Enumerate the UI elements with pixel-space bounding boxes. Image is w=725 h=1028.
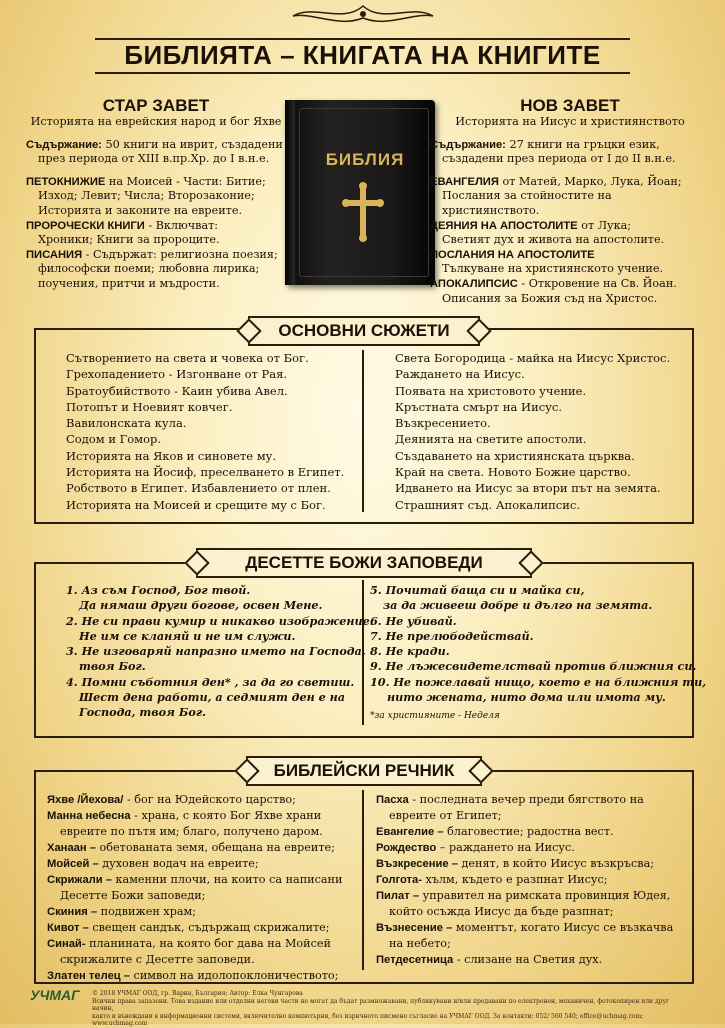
commandment-line: 1. Аз съм Господ, Бог твой. — [66, 583, 251, 597]
commandments-note: *за християните - Неделя — [370, 711, 500, 722]
definition: – раждането на Иисус. — [436, 841, 575, 854]
dictionary-entry — [47, 920, 342, 936]
old-testament-heading: СТАР ЗАВЕТ — [102, 96, 210, 115]
definition: каменни плочи, на които са написани — [112, 873, 343, 886]
term: Петдесетница — [376, 954, 454, 966]
gospels-text: от Матей, Марко, Лука, Йоан; — [498, 174, 682, 188]
list-item: Содом и Гомор. — [66, 432, 162, 447]
list-item: Робството в Египет. Избавлението от плен. — [66, 481, 331, 496]
page-title: БИБЛИЯТА – КНИГАТА НА КНИГИТЕ — [124, 40, 601, 70]
commandments-left — [66, 583, 374, 721]
commandment-line: 10. Не пожелавай нищо, което е на ближния ти, — [370, 674, 707, 689]
prophets-label: ПРОРОЧЕСКИ КНИГИ — [26, 219, 145, 232]
definition: денят, в който Иисус възкръсва; — [457, 857, 655, 870]
new-content-label: Съдържание: — [430, 138, 506, 151]
commandment-line: 8. Не кради. — [370, 644, 450, 659]
old-content-text: 50 книги на иврит, създадени — [101, 137, 283, 151]
acts-label: ДЕЯНИЯ НА АПОСТОЛИТЕ — [430, 219, 578, 232]
dictionary-entry — [47, 824, 342, 840]
old-testament-column — [26, 96, 286, 292]
definition: духовен водач на евреите; — [98, 857, 259, 870]
term: Възнесение – — [376, 922, 453, 934]
dictionary-entry — [47, 872, 342, 888]
commandment-line: 4. Помни съботния ден* , за да го светиш. — [66, 674, 355, 689]
list-item: Раждането на Иисус. — [395, 367, 525, 382]
term: Яхве /Йехова/ — [47, 794, 124, 806]
definition: моментът, когато Иисус се възкачва — [452, 921, 674, 934]
list-item: Историята на Йосиф, преселването в Египет. — [66, 465, 345, 480]
term: Скиния – — [47, 906, 98, 918]
definition: подвижен храм; — [97, 905, 196, 918]
dictionary-entry — [376, 936, 673, 952]
copyright-line: © 2018 УЧМАГ ООД, гр. Варна, България; Автор: Елка Чунгарова — [92, 990, 303, 997]
definition: - храна, с която Бог Яхве храни — [130, 809, 322, 822]
cross-icon — [342, 182, 384, 242]
pentateuch-text-3: Историята и законите на евреите. — [38, 203, 243, 217]
dictionary-entry — [376, 856, 673, 872]
commandment-line: за да живееш добре и дълго на земята. — [383, 598, 653, 613]
definition: хълм, където е разпнат Иисус; — [421, 873, 608, 886]
epistles-text: Тълкуване на християнското учение. — [442, 262, 664, 276]
acts-text: от Лука; — [577, 218, 632, 232]
new-testament-subtitle: Историята на Иисус и християнството — [455, 115, 685, 128]
commandment-line: 5. Почитай баща си и майка си, — [370, 583, 585, 597]
term: Пасха — [376, 794, 409, 806]
dictionary-entry — [47, 936, 342, 952]
prophets-text: - Включват: — [144, 218, 219, 232]
list-item: Край на света. Новото Божие царство. — [395, 465, 631, 480]
dictionary-entry — [376, 792, 673, 808]
footer — [30, 987, 700, 1027]
definition: благовестие; радостна вест. — [443, 825, 614, 838]
definition: обетованата земя, обещана на евреите; — [95, 841, 335, 854]
dictionary-entry — [376, 952, 673, 968]
commandments-heading: ДЕСЕТТЕ БОЖИ ЗАПОВЕДИ — [196, 548, 532, 578]
book-title: БИБЛИЯ — [325, 150, 405, 169]
list-item: Вавилонската кула. — [66, 416, 187, 431]
new-content-text-2: създадени през периода от I до II в.н.е. — [442, 152, 676, 166]
commandments-right — [370, 583, 706, 725]
book-spine — [285, 100, 295, 285]
list-item: Историята на Яков и синовете му. — [66, 448, 277, 463]
list-item: Деянията на светите апостоли. — [395, 432, 587, 447]
list-item: Грехопадението - Изгонване от Рая. — [66, 367, 288, 382]
dictionary-entry — [376, 904, 673, 920]
term: Ханаан – — [47, 842, 96, 854]
commandment-line: 3. Не изговаряй напразно името на Господа, — [66, 644, 366, 659]
term: Рождество — [376, 842, 437, 854]
dictionary-entry — [47, 856, 342, 872]
term: Златен телец – — [47, 970, 130, 982]
new-testament-column — [430, 96, 710, 306]
dictionary-entry — [376, 920, 673, 936]
dictionary-entry — [376, 888, 673, 904]
commandment-line: нито жената, нито дома или имота му. — [387, 690, 666, 705]
old-testament-subtitle: Историята на еврейския народ и бог Яхве — [30, 115, 282, 128]
acts-text-2: Светият дух и живота на апостолите. — [442, 233, 665, 247]
dictionary-left — [47, 792, 342, 984]
definition: управител на римската провинция Юдея, — [419, 889, 671, 902]
prophets-text-2: Хроники; Книги за пророците. — [38, 233, 220, 247]
definition: - слизане на Светия дух. — [453, 953, 603, 966]
publisher-logo: УЧМАГ — [30, 987, 80, 1003]
commandment-line: 6. Не убивай. — [370, 613, 457, 628]
dictionary-heading: БИБЛЕЙСКИ РЕЧНИК — [246, 756, 482, 786]
term: Скрижали – — [47, 874, 112, 886]
gospels-label: ЕВАНГЕЛИЯ — [430, 175, 499, 188]
commandment-line: твоя Бог. — [79, 659, 146, 674]
writings-text-3: поучения, притчи и мъдрости. — [38, 276, 220, 290]
list-item: Братоубийството - Каин убива Авел. — [66, 383, 288, 398]
list-item: Историята на Моисей и срещите му с Бог. — [66, 497, 326, 512]
definition: свещен сандък, съдържащ скрижалите; — [88, 921, 330, 934]
list-item: Потопът и Ноевият ковчег. — [66, 399, 233, 414]
commandment-line: Господа, твоя Бог. — [79, 705, 207, 720]
list-item: Сътворението на света и човека от Бог. — [66, 351, 309, 365]
commandment-line: Да нямаш други богове, освен Мене. — [79, 598, 323, 613]
commandment-line: Не им се кланяй и не им служи. — [79, 628, 296, 643]
dictionary-entry — [376, 824, 673, 840]
dictionary-entry — [47, 952, 342, 968]
dictionary-entry — [47, 904, 342, 920]
dictionary-entry — [376, 840, 673, 856]
list-item: Страшният съд. Апокалипсис. — [395, 497, 580, 512]
list-item: Възкресението. — [395, 416, 491, 431]
title-rule-bottom — [95, 72, 630, 74]
dictionary-entry — [47, 792, 342, 808]
term: Кивот – — [47, 922, 89, 934]
writings-label: ПИСАНИЯ — [26, 248, 83, 261]
commandment-line: 9. Не лъжесвидетелствай против ближния си. — [370, 659, 697, 674]
definition: евреите от Египет; — [389, 809, 502, 822]
list-item: Появата на христовото учение. — [395, 383, 587, 398]
list-item: Създаването на християнската църква. — [395, 448, 635, 463]
stories-left-list — [66, 350, 344, 513]
definition: скрижалите с Десетте заповеди. — [60, 953, 255, 966]
pentateuch-text: на Моисей - Части: Битие; — [105, 174, 266, 188]
dictionary-entry — [47, 888, 342, 904]
dictionary-entry — [376, 808, 673, 824]
list-item: Идването на Иисус за втори път на земята. — [395, 481, 661, 496]
term: Манна небесна — [47, 810, 131, 822]
stories-heading: ОСНОВНИ СЮЖЕТИ — [248, 316, 480, 346]
rights-line: Всички права запазени. Това издание или отделни негови части не могат да бъдат размножавани, публикувани и/или предавани по електронен, механичен, фотокопирен или друг начин, — [92, 997, 670, 1012]
definition: евреите по пътя им; благо, получено даром. — [60, 825, 323, 838]
definition: Десетте Божи заповеди; — [60, 889, 206, 902]
commandment-line: 2. Не си прави кумир и никакво изображение. — [66, 613, 374, 628]
list-item: Кръстната смърт на Иисус. — [395, 399, 563, 414]
commandment-line: 7. Не прелюбодействай. — [370, 628, 534, 643]
term: Мойсей – — [47, 858, 99, 870]
writings-text: - Съдържат: религиозна поезия; — [82, 247, 278, 261]
dictionary-right — [376, 792, 673, 968]
definition: на небето; — [389, 937, 451, 950]
dictionary-divider — [362, 790, 364, 970]
top-ornament — [253, 2, 473, 30]
contacts-line: както и въвеждани в информационни системи, включително компютърни, без изричното писмено съгласие на УЧМАГ ООД. За контакти: 052/ 560 540; office@uchmag.com; www.uchmag.com — [92, 1012, 644, 1027]
new-content-text: 27 книги на гръцки език, — [505, 137, 660, 151]
old-content-text-2: през периода от XIII в.пр.Хр. до I в.н.е. — [38, 152, 270, 166]
list-item: Света Богородица - майка на Иисус Христос. — [395, 351, 671, 365]
apocalypse-text: - Откровение на Св. Йоан. — [517, 276, 677, 290]
term: Пилат – — [376, 890, 420, 902]
term: Синай- — [47, 938, 86, 950]
gospels-text-2: Послания за стойностите на християнството. — [442, 189, 612, 217]
term: Евангелие – — [376, 826, 444, 838]
dictionary-entry — [376, 872, 673, 888]
stories-divider — [362, 350, 364, 512]
term: Голгота- — [376, 874, 422, 886]
dictionary-entry — [47, 968, 342, 984]
dictionary-entry — [47, 808, 342, 824]
commandment-line: Шест дена работи, а седмият ден е на — [79, 690, 346, 705]
definition: който осъжда Иисус да бъде разпнат; — [389, 905, 614, 918]
definition: планината, на която бог дава на Мойсей — [85, 937, 331, 950]
old-content-label: Съдържание: — [26, 138, 102, 151]
bible-book-image — [285, 100, 435, 285]
pentateuch-text-2: Изход; Левит; Числа; Второзаконие; — [38, 189, 255, 203]
stories-right-list — [395, 350, 670, 513]
epistles-label: ПОСЛАНИЯ НА АПОСТОЛИТЕ — [430, 248, 595, 261]
writings-text-2: философски поеми; любовна лирика; — [38, 262, 260, 276]
definition: - бог на Юдейското царство; — [123, 793, 296, 806]
pentateuch-label: ПЕТОКНИЖИЕ — [26, 175, 106, 188]
definition: символ на идолопоклоничеството; — [130, 969, 339, 982]
apocalypse-text-2: Описания за Божия съд на Христос. — [442, 291, 658, 305]
dictionary-entry — [47, 840, 342, 856]
new-testament-heading: НОВ ЗАВЕТ — [520, 96, 620, 115]
definition: - последната вечер преди бягството на — [408, 793, 644, 806]
copyright-text — [92, 990, 692, 1028]
term: Възкресение – — [376, 858, 458, 870]
apocalypse-label: АПОКАЛИПСИС — [430, 277, 518, 290]
